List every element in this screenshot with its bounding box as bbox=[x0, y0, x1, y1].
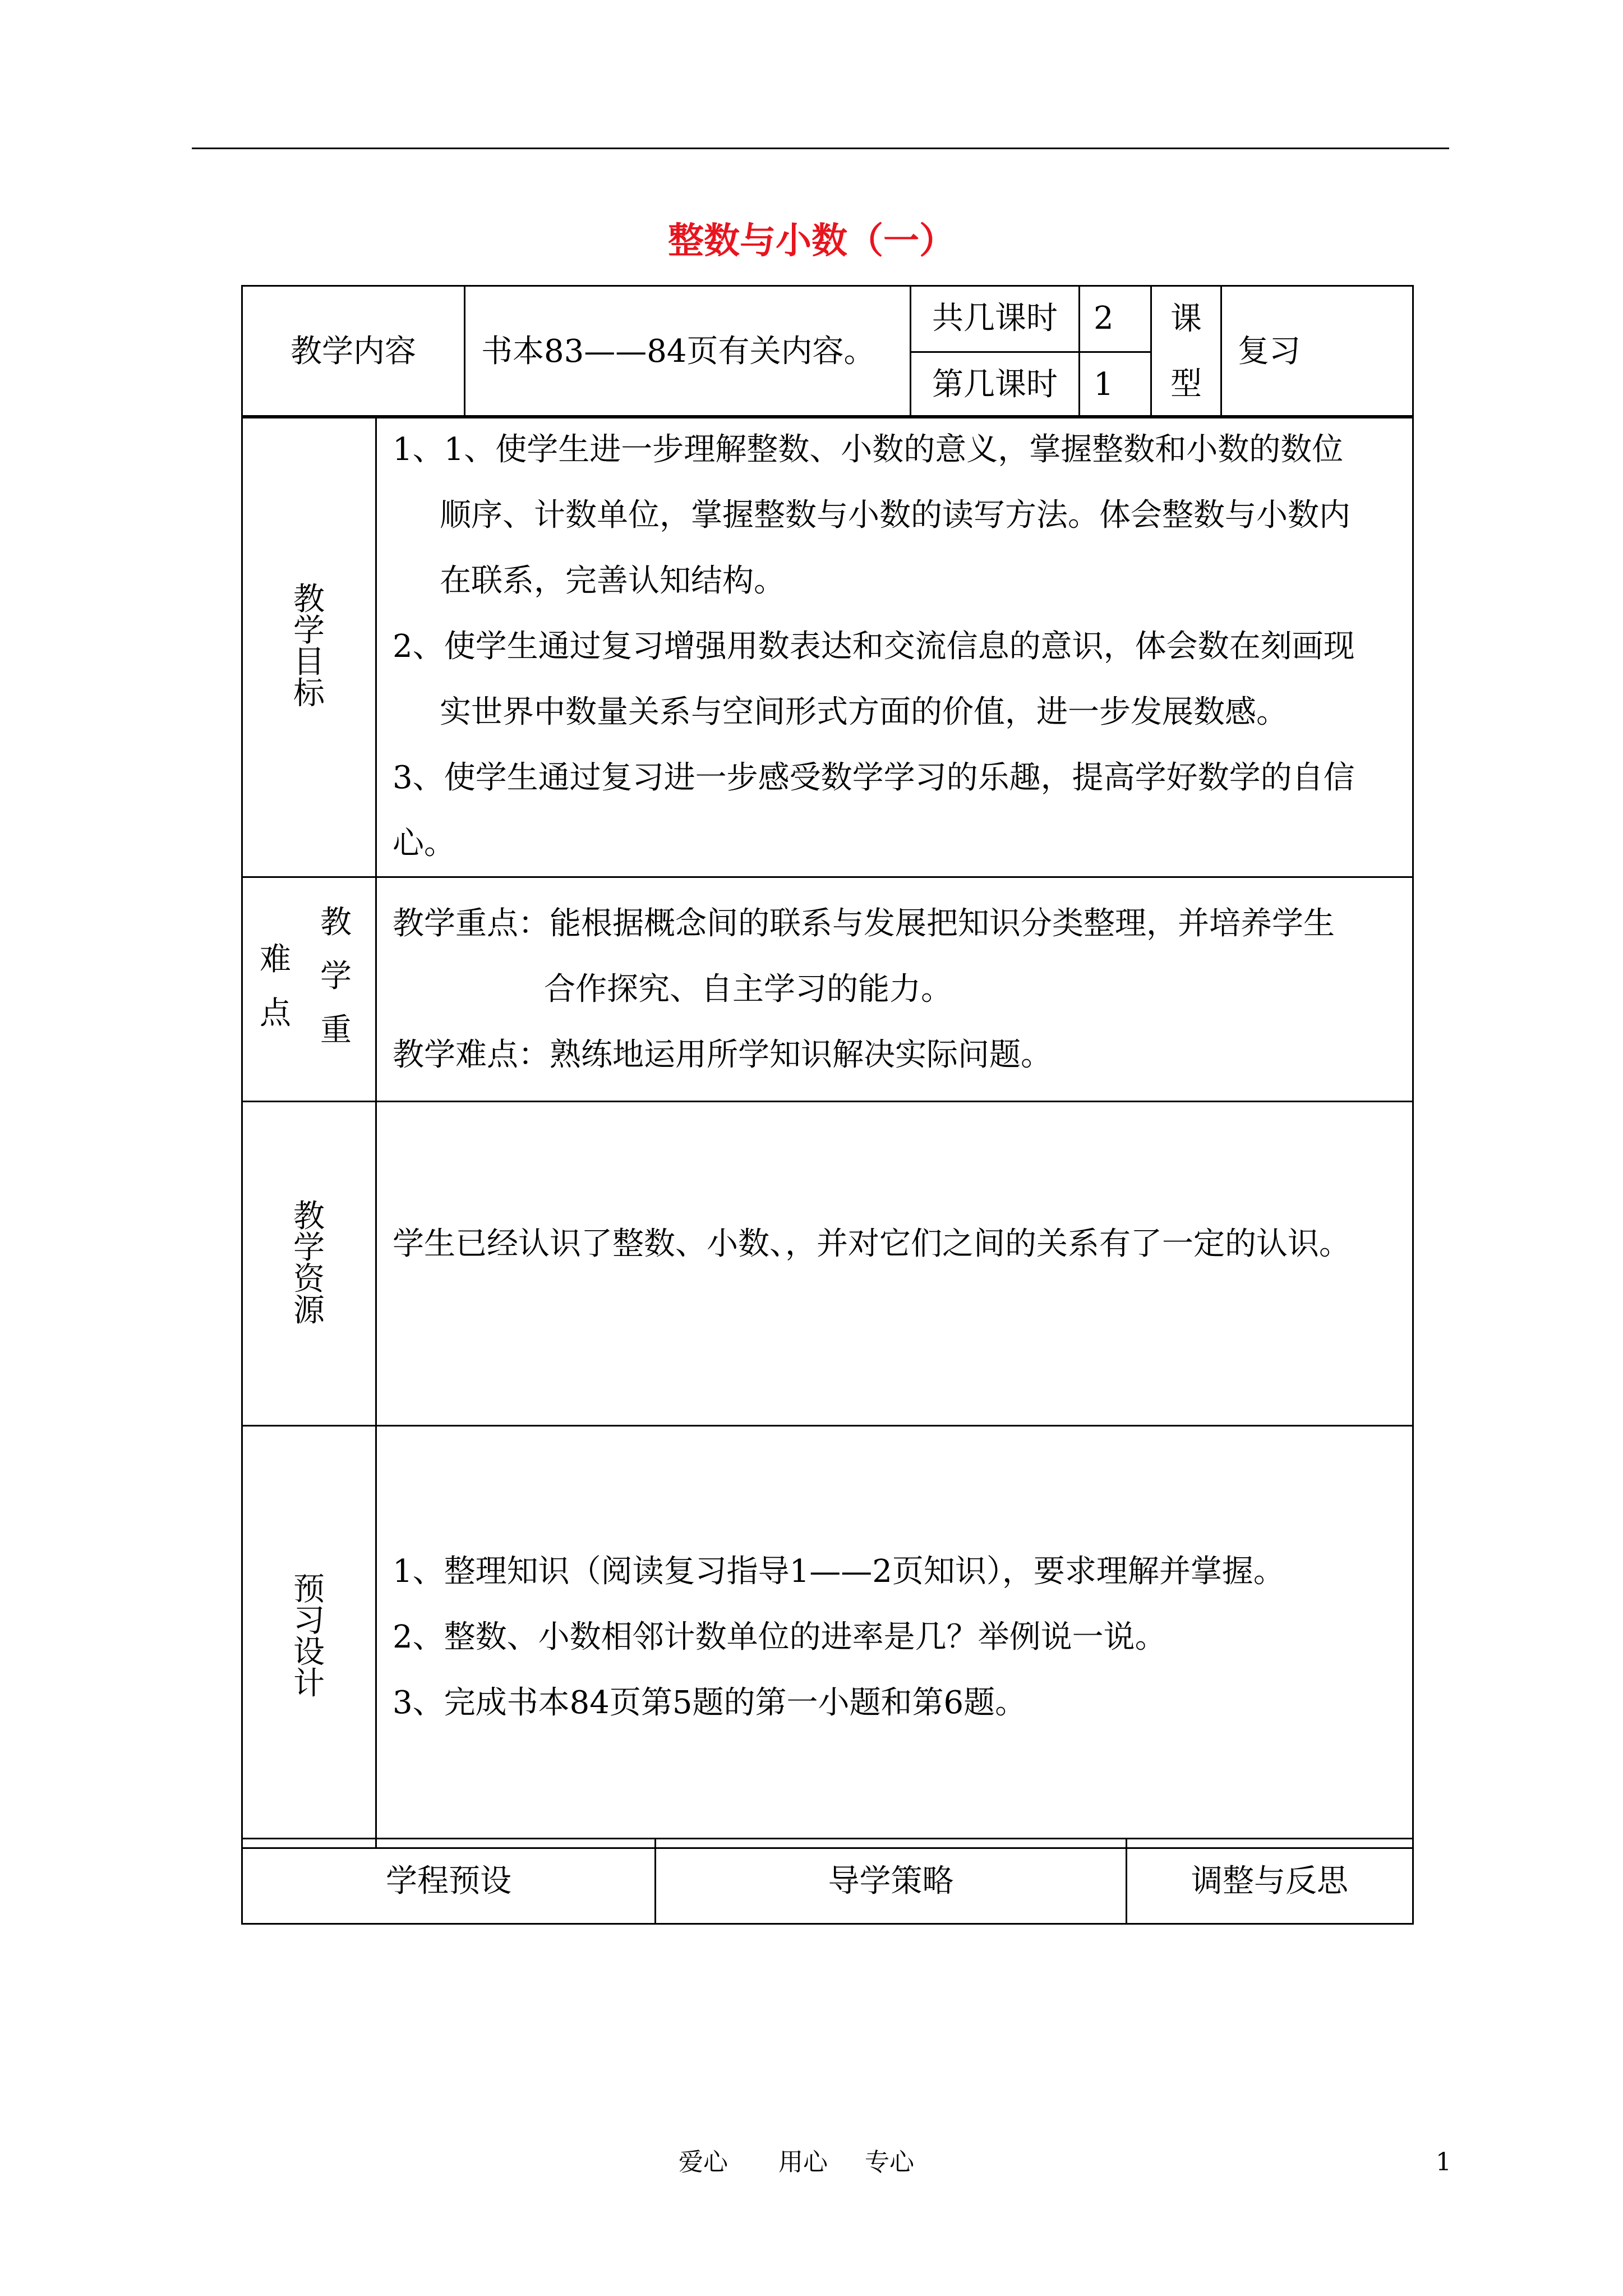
content-value: 书本83——84页有关内容。 bbox=[465, 286, 911, 418]
page-number: 1 bbox=[1436, 2148, 1451, 2177]
lesson-type-value: 复习 bbox=[1221, 286, 1413, 418]
goal-line: 3、使学生通过复习进一步感受数学学习的乐趣，提高学好数学的自信 bbox=[393, 760, 1355, 796]
col-adjust-reflect: 调整与反思 bbox=[1127, 1839, 1413, 1924]
footer-word-3: 专心 bbox=[865, 2148, 914, 2177]
goal-line: 心。 bbox=[393, 825, 455, 862]
keypoints-row bbox=[242, 877, 1413, 1102]
keypoints-content bbox=[376, 877, 1413, 1102]
footer-word-1: 爱心 bbox=[679, 2148, 728, 2177]
goals-content bbox=[376, 416, 1413, 877]
content-label: 教学内容 bbox=[242, 286, 465, 418]
current-period-value: 1 bbox=[1080, 352, 1151, 418]
goal-line: 在联系，完善认知结构。 bbox=[440, 563, 785, 599]
header-rule bbox=[192, 148, 1449, 149]
lesson-info-table bbox=[241, 285, 1414, 418]
preview-content bbox=[376, 1426, 1413, 1848]
preview-row bbox=[242, 1426, 1413, 1848]
goal-line: 2、使学生通过复习增强用数表达和交流信息的意识，体会数在刻画现 bbox=[393, 628, 1355, 665]
goal-line: 顺序、计数单位，掌握整数与小数的读写方法。体会整数与小数内 bbox=[440, 497, 1350, 533]
goals-row bbox=[242, 416, 1413, 877]
process-header-table bbox=[241, 1838, 1414, 1925]
lesson-type-label-2: 型 bbox=[1170, 366, 1202, 402]
page-title: 整数与小数（一） bbox=[668, 220, 955, 262]
preview-label: 预 习 设 计 bbox=[242, 1426, 376, 1848]
resources-label: 教 学 资 源 bbox=[242, 1102, 376, 1426]
total-periods-label: 共几课时 bbox=[911, 286, 1080, 352]
current-period-label: 第几课时 bbox=[911, 352, 1080, 418]
resources-row bbox=[242, 1102, 1413, 1426]
footer-word-2: 用心 bbox=[778, 2148, 828, 2177]
goal-line: 1、1、使学生进一步理解整数、小数的意义，掌握整数和小数的数位 bbox=[393, 431, 1344, 468]
keypoint-line: 教学难点：熟练地运用所学知识解决实际问题。 bbox=[393, 1037, 1052, 1073]
goal-line: 实世界中数量关系与空间形式方面的价值，进一步发展数感。 bbox=[440, 694, 1288, 730]
keypoint-line: 合作探究、自主学习的能力。 bbox=[544, 971, 952, 1007]
keypoints-label: 教 学 重 难 点 bbox=[242, 877, 376, 1102]
goals-label: 教 学 目 标 bbox=[242, 416, 376, 877]
preview-line: 3、完成书本84页第5题的第一小题和第6题。 bbox=[393, 1684, 1027, 1721]
col-guidance-strategy: 导学策略 bbox=[656, 1839, 1127, 1924]
preview-line: 2、整数、小数相邻计数单位的进率是几？举例说一说。 bbox=[393, 1618, 1166, 1655]
lesson-type-label-1: 课 bbox=[1170, 301, 1202, 337]
preview-line: 1、整理知识（阅读复习指导1——2页知识），要求理解并掌握。 bbox=[393, 1553, 1285, 1590]
total-periods-value: 2 bbox=[1080, 286, 1151, 352]
lesson-main-table bbox=[241, 415, 1414, 1849]
lesson-type-label bbox=[1151, 286, 1221, 418]
resources-content: 学生已经认识了整数、小数、，并对它们之间的关系有了一定的认识。 bbox=[376, 1102, 1413, 1426]
keypoint-line: 教学重点：能根据概念间的联系与发展把知识分类整理，并培养学生 bbox=[393, 905, 1335, 942]
col-process-plan: 学程预设 bbox=[242, 1839, 656, 1924]
